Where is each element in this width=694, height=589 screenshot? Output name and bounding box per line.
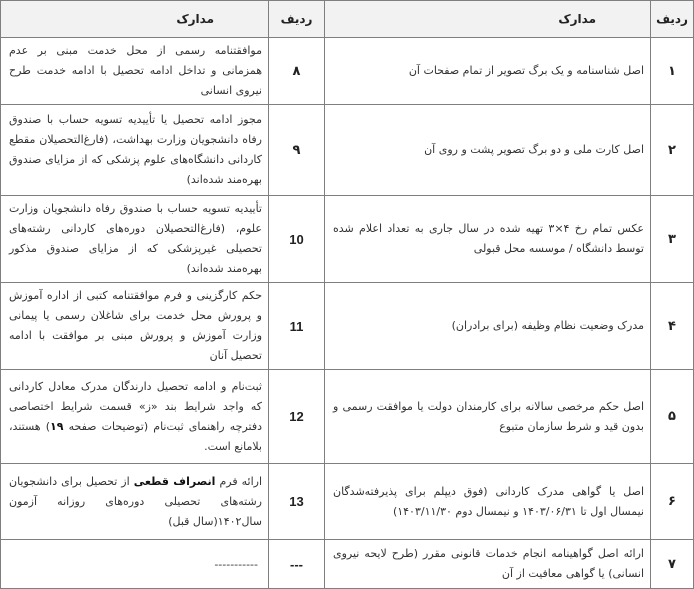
table-row [1,283,694,370]
text-prefix: ارائه فرم [215,474,263,488]
table-row [1,196,694,283]
document-text: ارائه اصل گواهینامه انجام خدمات قانونی مقرر (طرح لایحه نیروی انسانی) یا گواهی معافیت از آن [325,540,651,589]
document-text: ----------- [1,540,269,589]
table-row [1,540,694,589]
table-header-row [1,1,694,38]
document-text [1,370,269,464]
document-text: اصل حکم مرخصی سالانه برای کارمندان دولت یا موافقت رسمی و بدون قید و شرط سازمان متبوع [325,370,651,464]
row-number: 10 [269,196,325,283]
document-text: عکس تمام رخ ۴×۳ تهیه شده در سال جاری به تعداد اعلام شده توسط دانشگاه / موسسه محل قبولی [325,196,651,283]
row-number: ۲ [651,105,694,196]
row-number: ۵ [651,370,694,464]
document-text [1,464,269,540]
table-row [1,464,694,540]
header-row-number-left: ردیف [269,1,325,38]
row-number: ۹ [269,105,325,196]
document-text: موافقتنامه رسمی از محل خدمت مبنی بر عدم همزمانی و تداخل ادامه تحصیل با ادامه خدمت طرح نیروی انسانی [1,38,269,105]
document-text: مجوز ادامه تحصیل یا تأییدیه تسویه حساب با صندوق رفاه دانشجویان وزارت بهداشت، (فارغ‌التحصیلان مقطع کاردانی دانشگاه‌های علوم پزشکی که از مزایای صندوق بهره‌مند شده‌اند) [1,105,269,196]
row-number: ۷ [651,540,694,589]
table-row [1,38,694,105]
page-number: ۱۹ [50,419,64,433]
row-number: 13 [269,464,325,540]
row-number: 11 [269,283,325,370]
document-text: مدرک وضعیت نظام وظیفه (برای برادران) [325,283,651,370]
header-documents-right: مدارک [325,1,651,38]
document-text: اصل کارت ملی و دو برگ تصویر پشت و روی آن [325,105,651,196]
row-number: 12 [269,370,325,464]
row-number: ۶ [651,464,694,540]
text-suffix: ) هستند، بلامانع است. [9,419,262,453]
text-suffix: از تحصیل برای دانشجویان رشته‌های تحصیلی دوره‌های روزانه آزمون سال۱۴۰۲(سال قبل) [9,474,262,528]
row-number: ۴ [651,283,694,370]
text-prefix: ثبت‌نام و ادامه تحصیل دارندگان مدرک معادل کاردانی که واجد شرایط بند «ز» قسمت شرایط اختصاصی دفترچه راهنمای ثبت‌نام (توضیحات صفحه [9,379,262,433]
emphasis-text: انصراف قطعی [133,474,216,488]
table-row [1,370,694,464]
row-number: ۱ [651,38,694,105]
table-row [1,105,694,196]
header-row-number-right: ردیف [651,1,694,38]
document-text: اصل شناسنامه و یک برگ تصویر از تمام صفحات آن [325,38,651,105]
document-text: حکم کارگزینی و فرم موافقتنامه کتبی از اداره آموزش و پرورش محل خدمت برای شاغلان رسمی یا پیمانی وزارت آموزش و پرورش مبنی بر موافقت با ادامه تحصیل آنان [1,283,269,370]
row-number: ۸ [269,38,325,105]
header-documents-left: مدارک [1,1,269,38]
row-number: --- [269,540,325,589]
row-number: ۳ [651,196,694,283]
document-text: تأییدیه تسویه حساب با صندوق رفاه دانشجویان وزارت علوم، (فارغ‌التحصیلان دوره‌های کاردانی رشته‌های تحصیلی غیرپزشکی که از مزایای صندوق مذکور بهره‌مند شده‌اند) [1,196,269,283]
document-text: اصل یا گواهی مدرک کاردانی (فوق دیپلم برای پذیرفته‌شدگان نیمسال اول تا ۱۴۰۳/۰۶/۳۱ و نیمسال دوم ۱۴۰۳/۱۱/۳۰) [325,464,651,540]
